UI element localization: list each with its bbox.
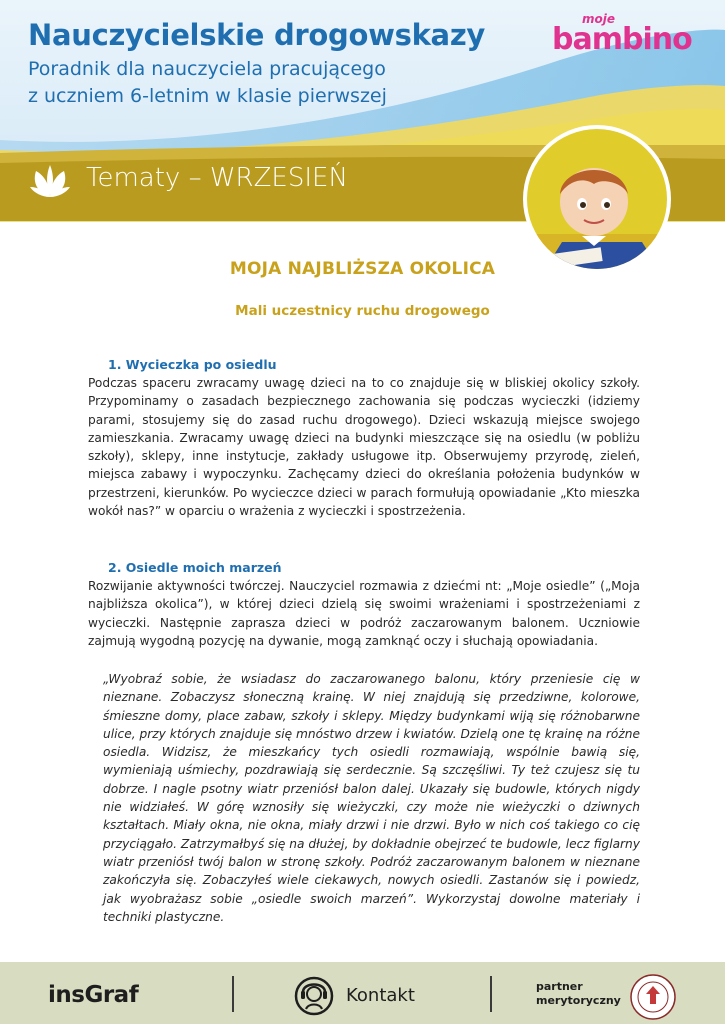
logo-bambino-text: bambino	[552, 22, 692, 57]
header-title: Nauczycielskie drogowskazy	[28, 18, 486, 52]
partner-label	[536, 980, 621, 1008]
item-quote-2: „Wyobraź sobie, że wsiadasz do zaczarowanego balonu, który przeniesie cię w nieznane. Zobaczysz słoneczną krainę. W niej znajdują się przedziwne, kolorowe, śmieszne domy, place zabaw, szkoły i sklepy. Między budynkami wiją się różnobarwne ulice, przy których znajduje się mnóstwo drzew i kwiatów. Dzielą one tę krainę na różne osiedla. Widzisz, że mieszkańcy tych osiedli rozmawiają, wspólnie bawią się, wymieniają uśmiechy, pozdrawiają się serdecznie. Są szczęśliwi. Ty też czujesz się tu dobrze. I nagle psotny wiatr przeniósł balon dalej. Ukazały się budowle, których nigdy nie widziałeś. W górę wznosiły się wieżyczki, czy może nie wieżyczki o dziwnych kształtach. Miały okna, nie okna, miały drzwi i nie drzwi. Było w nich coś takiego co cię przyciągało. Zatrzymałbyś się na dłużej, by dokładnie obejrzeć te budowle, lecz figlarny wiatr przeniósł twój balon w stronę szkoły. Podróż zaczarowanym balonem w nieznane zakończyła się. Zobaczyłeś wiele ciekawych, nowych osiedli. Zastanów się i powiedz, jak wyobrażasz sobie „osiedle swoich marzeń”. Wykorzystaj dowolne materiały i techniki plastyczne.	[103, 672, 640, 924]
header-subtitle-line2: z uczniem 6-letnim w klasie pierwszej	[28, 85, 387, 107]
partner-line1: partner	[536, 980, 583, 993]
leaf-icon	[28, 163, 72, 199]
footer-divider	[490, 976, 492, 1012]
item-heading-1: 1. Wycieczka po osiedlu	[108, 357, 277, 372]
section-title: Tematy – WRZESIEŃ	[86, 163, 348, 193]
kontakt-icon[interactable]	[294, 976, 334, 1016]
partner-line2: merytoryczny	[536, 994, 621, 1007]
item-text-1: Podczas spaceru zwracamy uwagę dzieci na to co znajduje się w bliskiej okolicy szkoły. Przypominamy o zasadach bezpiecznego zachowania się podczas wycieczki (idziemy parami, stosujemy się do zasad ruchu drogowego). Dzieci wskazują miejsce swojego zamieszkania. Zwracamy uwagę dzieci na budynki mieszczące się na osiedlu (w pobliżu szkoły), sklepy, inne instytucje, zakłady usługowe itp. Obserwujemy przyrodę, zieleń, miejsca zabawy i wypoczynku. Zachęcamy dzieci do określania położenia budynków w przestrzeni, kierunków. Po wycieczce dzieci w parach formułują opowiadanie „Kto mieszka wokół nas?” w oparciu o wrażenia z wycieczki i spostrzeżenia.	[88, 376, 640, 519]
item-heading-2: 2. Osiedle moich marzeń	[108, 560, 282, 575]
item-text-2: Rozwijanie aktywności twórczej. Nauczyciel rozmawia z dziećmi nt: „Moje osiedle” („Moja najbliższa okolica”), w której dzieci dzielą się swoimi wrażeniami i spostrzeżeniami z wycieczki. Następnie zaprasza dzieci w podróż zaczarowanym balonem. Uczniowie zajmują wygodną pozycję na dywanie, mogą zamknąć oczy i słuchają opowiadania.	[88, 579, 640, 648]
header-subtitle-line1: Poradnik dla nauczyciela pracującego	[28, 58, 386, 80]
header-subtitle	[28, 56, 387, 110]
document-title: MOJA NAJBLIŻSZA OKOLICA	[229, 259, 496, 279]
boy-illustration	[522, 124, 672, 274]
logo-moje: moje	[582, 12, 615, 26]
logo-bambino	[552, 22, 692, 57]
wodn-seal-icon	[628, 972, 678, 1022]
insgraf-logo: insGraf	[48, 982, 139, 1008]
document-subtitle: Mali uczestnicy ruchu drogowego	[235, 303, 490, 319]
kontakt-link[interactable]: Kontakt	[346, 985, 415, 1006]
footer-divider	[232, 976, 234, 1012]
